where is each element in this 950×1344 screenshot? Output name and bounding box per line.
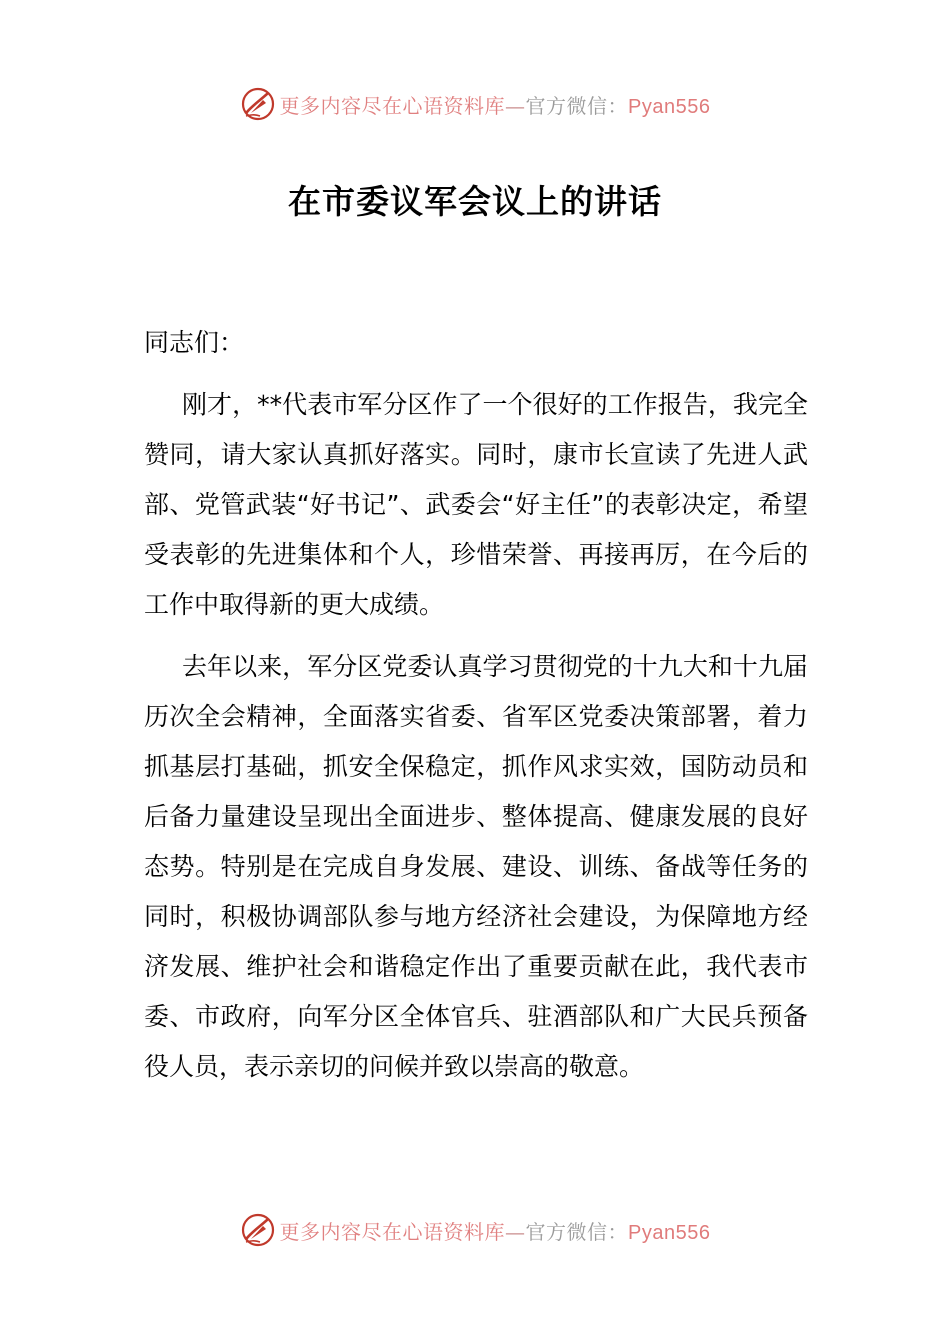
banner-separator: — <box>505 1219 526 1244</box>
header-banner <box>0 84 950 124</box>
banner-text <box>280 1216 711 1245</box>
paragraph: 刚才，**代表市军分区作了一个很好的工作报告，我完全赞同，请大家认真抓好落实。同时，康市长宣读了先进人武部、党管武装“好书记”、武委会“好主任”的表彰决定，希望受表彰的先进集体和个人，珍惜荣誉、再接再厉，在今后的工作中取得新的更大成绩。 <box>144 390 808 619</box>
banner-wechat-id: Pyan556 <box>628 1221 711 1244</box>
document-title: 在市委议军会议上的讲话 <box>288 182 662 221</box>
banner-wechat-label: 官方微信： <box>525 1219 629 1244</box>
banner-site-text: 更多内容尽在心语资料库 <box>279 1219 506 1244</box>
banner-wechat-label: 官方微信： <box>525 93 629 118</box>
pen-nib-logo-icon <box>240 86 276 122</box>
salutation: 同志们： <box>144 328 245 357</box>
footer-banner <box>0 1210 950 1250</box>
pen-nib-logo-icon <box>240 1212 276 1248</box>
document-body <box>144 318 808 1104</box>
banner-separator: — <box>505 93 526 118</box>
banner-site-text: 更多内容尽在心语资料库 <box>279 93 506 118</box>
paragraph: 去年以来，军分区党委认真学习贯彻党的十九大和十九届历次全会精神，全面落实省委、省军区党委决策部署，着力抓基层打基础，抓安全保稳定，抓作风求实效，国防动员和后备力量建设呈现出全面进步、整体提高、健康发展的良好态势。特别是在完成自身发展、建设、训练、备战等任务的同时，积极协调部队参与地方经济社会建设，为保障地方经济发展、维护社会和谐稳定作出了重要贡献在此，我代表市委、市政府，向军分区全体官兵、驻酒部队和广大民兵预备役人员，表示亲切的问候并致以崇高的敬意。 <box>144 652 808 1081</box>
banner-wechat-id: Pyan556 <box>628 95 711 118</box>
banner-text <box>280 90 711 119</box>
